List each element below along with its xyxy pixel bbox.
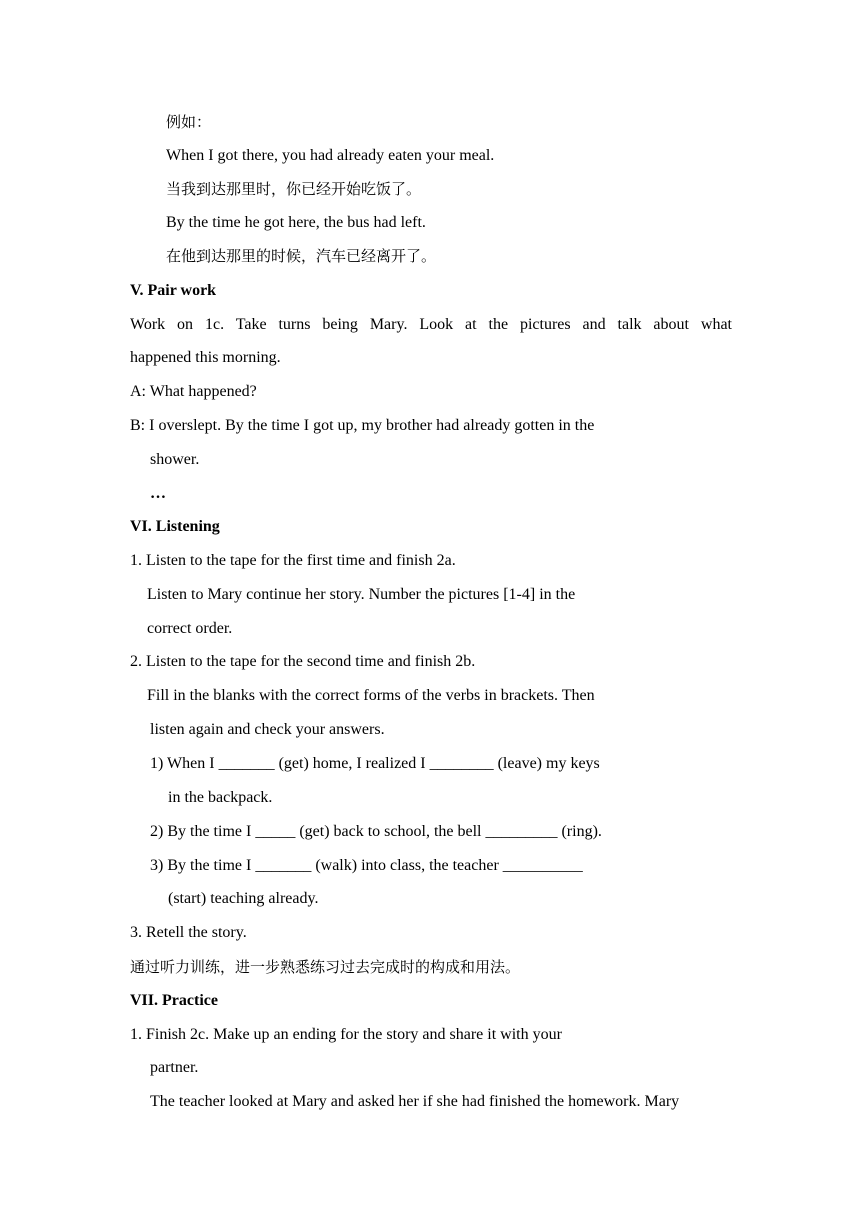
pair-work-instruction-cont: happened this morning. xyxy=(130,349,281,366)
practice-story-text: The teacher looked at Mary and asked her if she had finished the homework. Mary xyxy=(150,1093,680,1110)
listening-item-2-detail: Fill in the blanks with the correct forms of the verbs in brackets. Then xyxy=(147,687,595,704)
example-translation-1: 当我到达那里时，你已经开始吃饭了。 xyxy=(166,180,422,198)
listening-item-1-detail-cont: correct order. xyxy=(147,620,233,637)
listening-item-2: 2. Listen to the tape for the second time and finish 2b. xyxy=(130,653,476,670)
dialogue-line-b-cont: shower. xyxy=(150,451,200,468)
example-sentence-2: By the time he got here, the bus had left. xyxy=(166,214,426,231)
example-label: 例如： xyxy=(166,113,212,131)
dialogue-line-a: A: What happened? xyxy=(130,383,257,400)
fill-blank-2: 2) By the time I _____ (get) back to school, the bell _________ (ring). xyxy=(150,823,602,840)
listening-note: 通过听力训练，进一步熟悉练习过去完成时的构成和用法。 xyxy=(130,958,521,976)
fill-blank-1: 1) When I _______ (get) home, I realized I ________ (leave) my keys xyxy=(150,755,600,772)
practice-item-1-cont: partner. xyxy=(150,1059,199,1076)
listening-item-3: 3. Retell the story. xyxy=(130,924,247,941)
section-heading-pair-work: V. Pair work xyxy=(130,282,217,299)
fill-blank-1-cont: in the backpack. xyxy=(168,789,273,806)
example-sentence-1: When I got there, you had already eaten your meal. xyxy=(166,147,495,164)
listening-item-1-detail: Listen to Mary continue her story. Number the pictures [1-4] in the xyxy=(147,586,576,603)
practice-item-1: 1. Finish 2c. Make up an ending for the story and share it with your xyxy=(130,1026,562,1043)
listening-item-1: 1. Listen to the tape for the first time and finish 2a. xyxy=(130,552,456,569)
pair-work-instruction: Work on 1c. Take turns being Mary. Look at the pictures and talk about what xyxy=(130,316,732,333)
example-translation-2: 在他到达那里的时候，汽车已经离开了。 xyxy=(166,247,437,265)
section-heading-practice: VII. Practice xyxy=(130,992,218,1009)
section-heading-listening: VI. Listening xyxy=(130,518,220,535)
dialogue-ellipsis: … xyxy=(150,485,166,502)
listening-item-2-detail-cont: listen again and check your answers. xyxy=(150,721,385,738)
dialogue-line-b: B: I overslept. By the time I got up, my brother had already gotten in the xyxy=(130,417,595,434)
fill-blank-3: 3) By the time I _______ (walk) into class, the teacher __________ xyxy=(150,857,583,874)
fill-blank-3-cont: (start) teaching already. xyxy=(168,890,319,907)
